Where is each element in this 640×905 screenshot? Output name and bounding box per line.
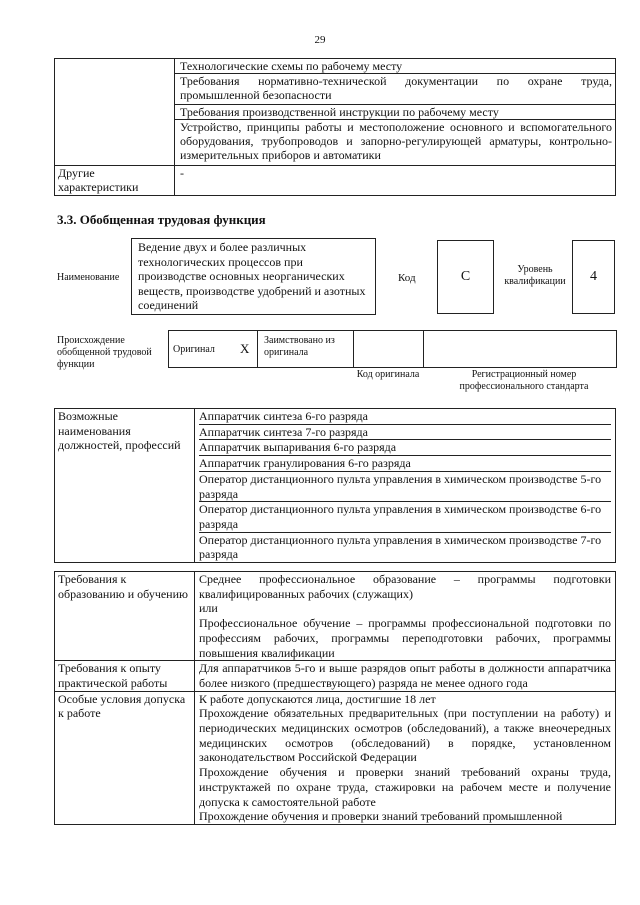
level-box bbox=[572, 240, 615, 314]
level-value: 4 bbox=[590, 269, 597, 284]
level-label: Уровень квалификации bbox=[504, 264, 566, 287]
positions-label: Возможные наименования должностей, профессий bbox=[55, 409, 195, 563]
section-title: 3.3. Обобщенная трудовая функция bbox=[57, 212, 266, 227]
borrowed-label: Заимствовано из оригинала bbox=[264, 335, 335, 358]
function-name-box bbox=[131, 238, 376, 315]
education-label: Требования к образованию и обучению bbox=[55, 572, 195, 661]
original-label: Оригинал bbox=[173, 344, 215, 355]
experience-value: Для аппаратчиков 5-го и выше разрядов опыт работы в должности аппаратчика более низкого (предшествующего) разряда не менее одного года bbox=[195, 661, 616, 691]
page-number: 29 bbox=[314, 34, 326, 46]
list-item: Прохождение обучения и проверки знаний требований промышленной bbox=[199, 809, 563, 824]
list-item: Аппаратчик выпаривания 6-го разряда bbox=[199, 440, 611, 456]
conditions-value bbox=[195, 691, 616, 824]
origin-label: Происхождение обобщенной трудовой функции bbox=[57, 335, 152, 370]
list-item: К работе допускаются лица, достигшие 18 лет bbox=[199, 691, 436, 706]
code-original-caption: Код оригинала bbox=[356, 369, 420, 380]
education-value bbox=[195, 572, 616, 661]
knowledge-table bbox=[54, 58, 616, 196]
list-item: Аппаратчик синтеза 7-го разряда bbox=[199, 425, 611, 441]
list-item: Аппаратчик синтеза 6-го разряда bbox=[199, 409, 611, 425]
list-item: Профессиональное обучение – программы профессиональной подготовки по профессиям рабочих, программы переподготовки рабочих, программы повышения квалификации bbox=[199, 616, 611, 660]
code-value: C bbox=[460, 269, 471, 284]
reg-number-caption: Регистрационный номер профессионального стандарта bbox=[459, 369, 589, 392]
function-name: Ведение двух и более различных технологических процессов при производстве основных неорганических веществ, производстве удобрений и азотных соединений bbox=[138, 240, 366, 313]
list-item: Оператор дистанционного пульта управления в химическом производстве 5-го разряда bbox=[199, 472, 611, 502]
list-item: Прохождение обучения и проверки знаний требований охраны труда, инструктажей по охране труда, стажировки на рабочем месте и получение допуска к самостоятельной работе bbox=[199, 765, 611, 809]
empty-label-cell bbox=[55, 59, 175, 166]
list-item: Прохождение обязательных предварительных (при поступлении на работу) и периодических медицинских осмотров (обследований), а также внеочередных медицинских осмотров (обследований) в порядке, установленном законодательством Российской Федерации bbox=[199, 706, 611, 765]
code-box bbox=[437, 240, 494, 314]
conditions-label: Особые условия допуска к работе bbox=[55, 691, 195, 824]
list-item: Аппаратчик гранулирования 6-го разряда bbox=[199, 456, 611, 472]
table-row: Устройство, принципы работы и местоположение основного и вспомогательного оборудования, трубопроводов и запорно-регулирующей арматуры, контрольно-измерительных приборов и автоматики bbox=[175, 120, 616, 166]
list-item: Оператор дистанционного пульта управления в химическом производстве 6-го разряда bbox=[199, 502, 611, 532]
list-item: Оператор дистанционного пульта управления в химическом производстве 7-го разряда bbox=[199, 532, 602, 562]
requirements-table bbox=[54, 571, 616, 825]
table-row: Технологические схемы по рабочему месту bbox=[175, 59, 616, 74]
experience-label: Требования к опыту практической работы bbox=[55, 661, 195, 691]
other-label: Другие характеристики bbox=[55, 166, 175, 196]
list-item: или bbox=[199, 601, 218, 616]
other-value: - bbox=[175, 166, 616, 196]
list-item: Среднее профессиональное образование – программы подготовки квалифицированных рабочих (служащих) bbox=[199, 572, 611, 601]
code-original-cell bbox=[353, 330, 424, 368]
positions-table bbox=[54, 408, 616, 563]
table-row: Требования производственной инструкции по рабочему месту bbox=[175, 105, 616, 120]
code-label: Код bbox=[398, 272, 416, 284]
table-row: Требования нормативно-технической документации по охране труда, промышленной безопасности bbox=[175, 74, 616, 105]
original-mark: X bbox=[240, 341, 250, 356]
positions-list bbox=[195, 409, 616, 563]
name-label: Наименование bbox=[57, 272, 120, 283]
